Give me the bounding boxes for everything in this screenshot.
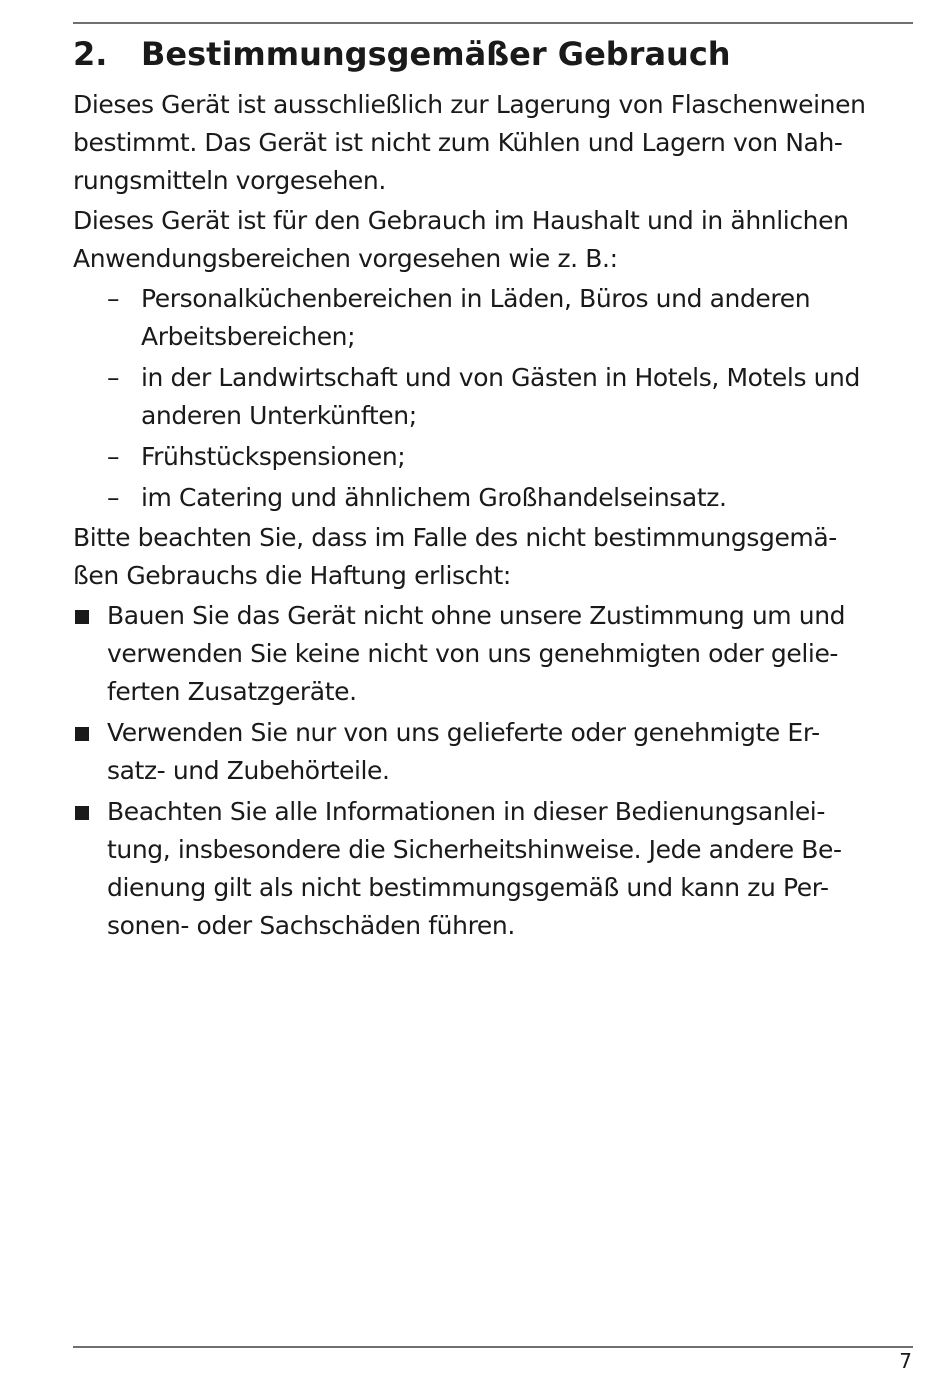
dash-bullet: –	[107, 363, 120, 392]
text-line: anderen Unterkünften;	[141, 401, 417, 430]
list-item	[73, 714, 918, 790]
text-line: sonen- oder Sachschäden führen.	[107, 911, 515, 940]
section-heading	[73, 33, 913, 75]
list-item	[73, 597, 918, 711]
dash-list	[73, 280, 918, 517]
dash-bullet: –	[107, 284, 120, 313]
section-number: 2.	[73, 35, 108, 73]
dash-bullet: –	[107, 442, 120, 471]
text-line: satz- und Zubehörteile.	[107, 756, 390, 785]
list-item	[73, 280, 918, 356]
text-line: Bauen Sie das Gerät nicht ohne unsere Zustimmung um und	[107, 601, 846, 630]
square-bullet-icon	[75, 727, 89, 741]
square-bullet-icon	[75, 806, 89, 820]
text-line: Bitte beachten Sie, dass im Falle des nicht bestimmungsgemä-	[73, 523, 837, 552]
text-line: verwenden Sie keine nicht von uns genehmigten oder gelie-	[107, 639, 839, 668]
text-line: Arbeitsbereichen;	[141, 322, 356, 351]
text-line: ßen Gebrauchs die Haftung erlischt:	[73, 561, 511, 590]
text-line: rungsmitteln vorgesehen.	[73, 166, 386, 195]
top-rule	[73, 22, 913, 24]
text-line: tung, insbesondere die Sicherheitshinweise. Jede andere Be-	[107, 835, 842, 864]
text-line: Dieses Gerät ist für den Gebrauch im Haushalt und in ähnlichen	[73, 206, 849, 235]
text-line: ferten Zusatzgeräte.	[107, 677, 357, 706]
list-item	[73, 438, 918, 476]
list-item	[73, 793, 918, 945]
section-title: Bestimmungsgemäßer Gebrauch	[141, 35, 731, 73]
liability-paragraph	[73, 519, 918, 595]
usage-paragraph	[73, 202, 918, 278]
text-line: Frühstückspensionen;	[141, 442, 406, 471]
text-line: Beachten Sie alle Informationen in dieser Bedienungsanlei-	[107, 797, 825, 826]
bottom-rule	[73, 1346, 913, 1348]
text-line: dienung gilt als nicht bestimmungsgemäß und kann zu Per-	[107, 873, 829, 902]
text-line: in der Landwirtschaft und von Gästen in Hotels, Motels und	[141, 363, 860, 392]
text-line: im Catering und ähnlichem Großhandelseinsatz.	[141, 483, 727, 512]
square-bullet-list	[73, 597, 918, 945]
text-line: Anwendungsbereichen vorgesehen wie z. B.:	[73, 244, 618, 273]
list-item	[73, 359, 918, 435]
text-line: Verwenden Sie nur von uns gelieferte oder genehmigte Er-	[107, 718, 820, 747]
page-number: 7	[899, 1349, 912, 1373]
text-line: Dieses Gerät ist ausschließlich zur Lagerung von Flaschenweinen	[73, 90, 866, 119]
text-line: bestimmt. Das Gerät ist nicht zum Kühlen und Lagern von Nah-	[73, 128, 843, 157]
intro-paragraph	[73, 86, 918, 200]
list-item	[73, 479, 918, 517]
dash-bullet: –	[107, 483, 120, 512]
square-bullet-icon	[75, 610, 89, 624]
text-line: Personalküchenbereichen in Läden, Büros und anderen	[141, 284, 811, 313]
